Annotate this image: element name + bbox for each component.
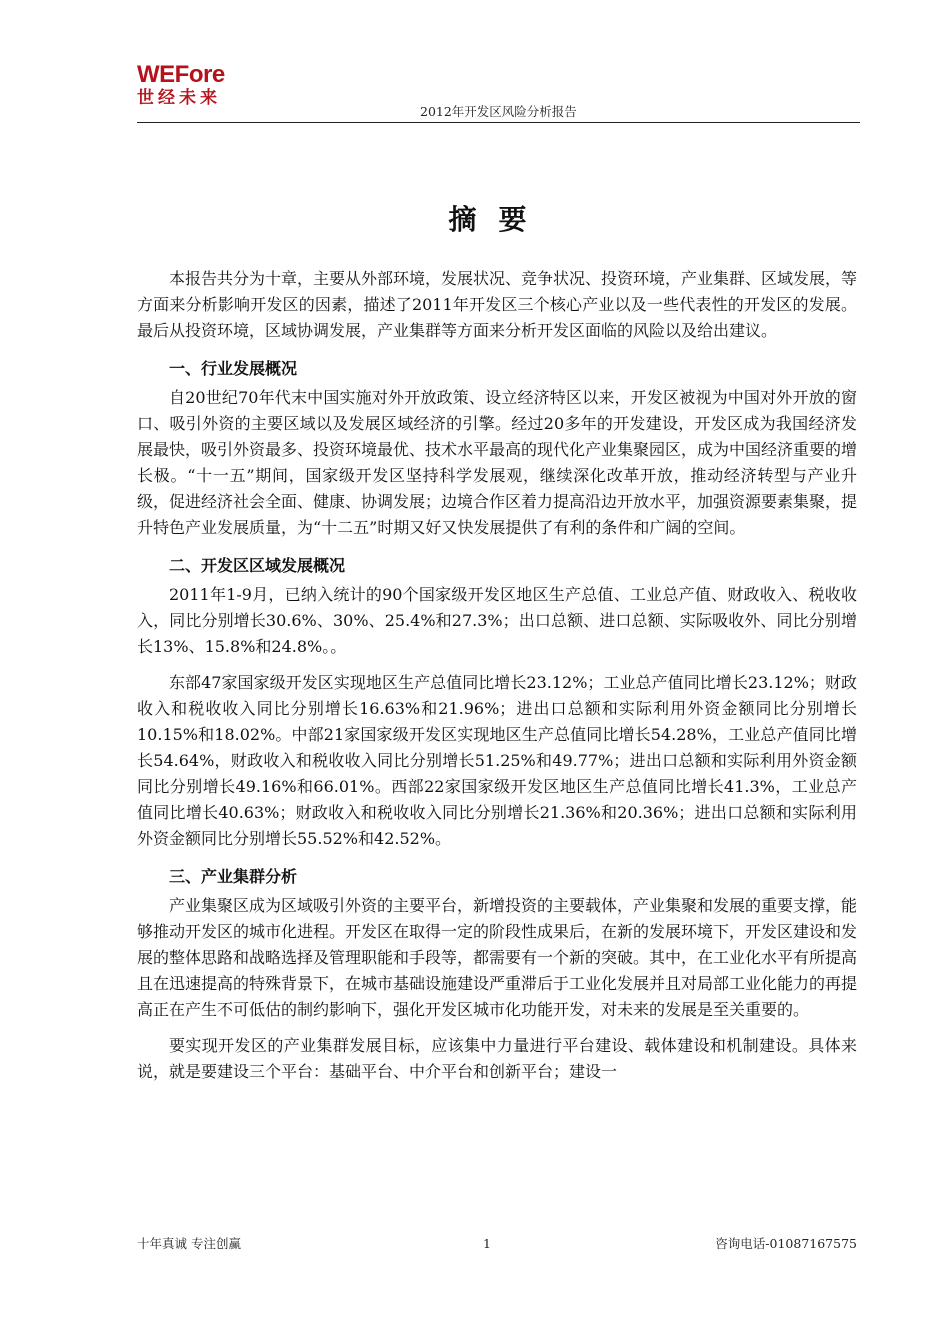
section-paragraph: 要实现开发区的产业集群发展目标，应该集中力量进行平台建设、载体建设和机制建设。具体来说，就是要建设三个平台：基础平台、中介平台和创新平台；建设一 — [137, 1036, 857, 1081]
section-paragraph: 自20世纪70年代末中国实施对外开放政策、设立经济特区以来，开发区被视为中国对外开放的窗口、吸引外资的主要区域以及发展区域经济的引擎。经过20多年的开发建设，开发区成为我国经济发展最快，吸引外资最多、投资环境最优、技术水平最高的现代化产业集聚园区，成为中国经济重要的增长极。“十一五”期间，国家级开发区坚持科学发展观，继续深化改革开放，推动经济转型与产业升级，促进经济社会全面、健康、协调发展；边境合作区着力提高沿边开放水平，加强资源要素集聚，提升特色产业发展质量，为“十二五”时期又好又快发展提供了有利的条件和广阔的空间。 — [137, 388, 858, 537]
section-paragraph: 2011年1-9月，已纳入统计的90个国家级开发区地区生产总值、工业总产值、财政收入、税收收入，同比分别增长30.6%、30%、25.4%和27.3%；出口总额、进口总额、实际吸收外、同比分别增长13%、15.8%和24.8%。。 — [137, 585, 857, 656]
header-divider — [137, 122, 860, 123]
company-logo — [137, 62, 237, 112]
section-heading-industry-overview: 一、行业发展概况 — [169, 359, 298, 378]
page-number: 1 — [483, 1236, 491, 1251]
document-body — [137, 266, 857, 1085]
intro-paragraph: 本报告共分为十章，主要从外部环境，发展状况、竞争状况、投资环境，产业集群、区域发展，等方面来分析影响开发区的因素，描述了2011年开发区三个核心产业以及一些代表性的开发区的发展。最后从投资环境，区域协调发展，产业集群等方面来分析开发区面临的风险以及给出建议。 — [137, 269, 858, 340]
footer-slogan: 十年真诚 专注创赢 — [137, 1236, 241, 1251]
page-footer — [137, 1235, 857, 1253]
footer-contact-phone: 咨询电话-01087167575 — [715, 1236, 857, 1251]
page-title: 摘要 — [448, 203, 549, 236]
section-heading-industry-cluster: 三、产业集群分析 — [169, 867, 298, 886]
report-header-title: 2012年开发区风险分析报告 — [420, 104, 577, 119]
section-paragraph: 东部47家国家级开发区实现地区生产总值同比增长23.12%；工业总产值同比增长23.12%；财政收入和税收收入同比分别增长16.63%和21.96%；进出口总额和实际利用外资金额同比分别增长10.15%和18.02%。中部21家国家级开发区实现地区生产总值同比增长54.28%，工业总产值同比增长54.64%，财政收入和税收收入同比分别增长51.25%和49.77%；进出口总额和实际利用外资金额同比分别增长49.16%和66.01%。西部22家国家级开发区地区生产总值同比增长41.3%，工业总产值同比增长40.63%；财政收入和税收收入同比分别增长21.36%和20.36%；进出口总额和实际利用外资金额同比分别增长55.52%和42.52%。 — [137, 673, 857, 848]
logo-text-cn: 世经未来 — [137, 88, 221, 108]
logo-text-en: WEFore — [137, 61, 225, 88]
section-heading-regional-development: 二、开发区区域发展概况 — [169, 556, 346, 575]
section-paragraph: 产业集聚区成为区域吸引外资的主要平台，新增投资的主要载体，产业集聚和发展的重要支撑，能够推动开发区的城市化进程。开发区在取得一定的阶段性成果后，在新的发展环境下，开发区建设和发展的整体思路和战略选择及管理职能和手段等，都需要有一个新的突破。其中，在工业化水平有所提高且在迅速提高的特殊背景下，在城市基础设施建设严重滞后于工业化发展并且对局部工业化能力的再提高正在产生不可低估的制约影响下，强化开发区城市化功能开发，对未来的发展是至关重要的。 — [137, 896, 858, 1019]
